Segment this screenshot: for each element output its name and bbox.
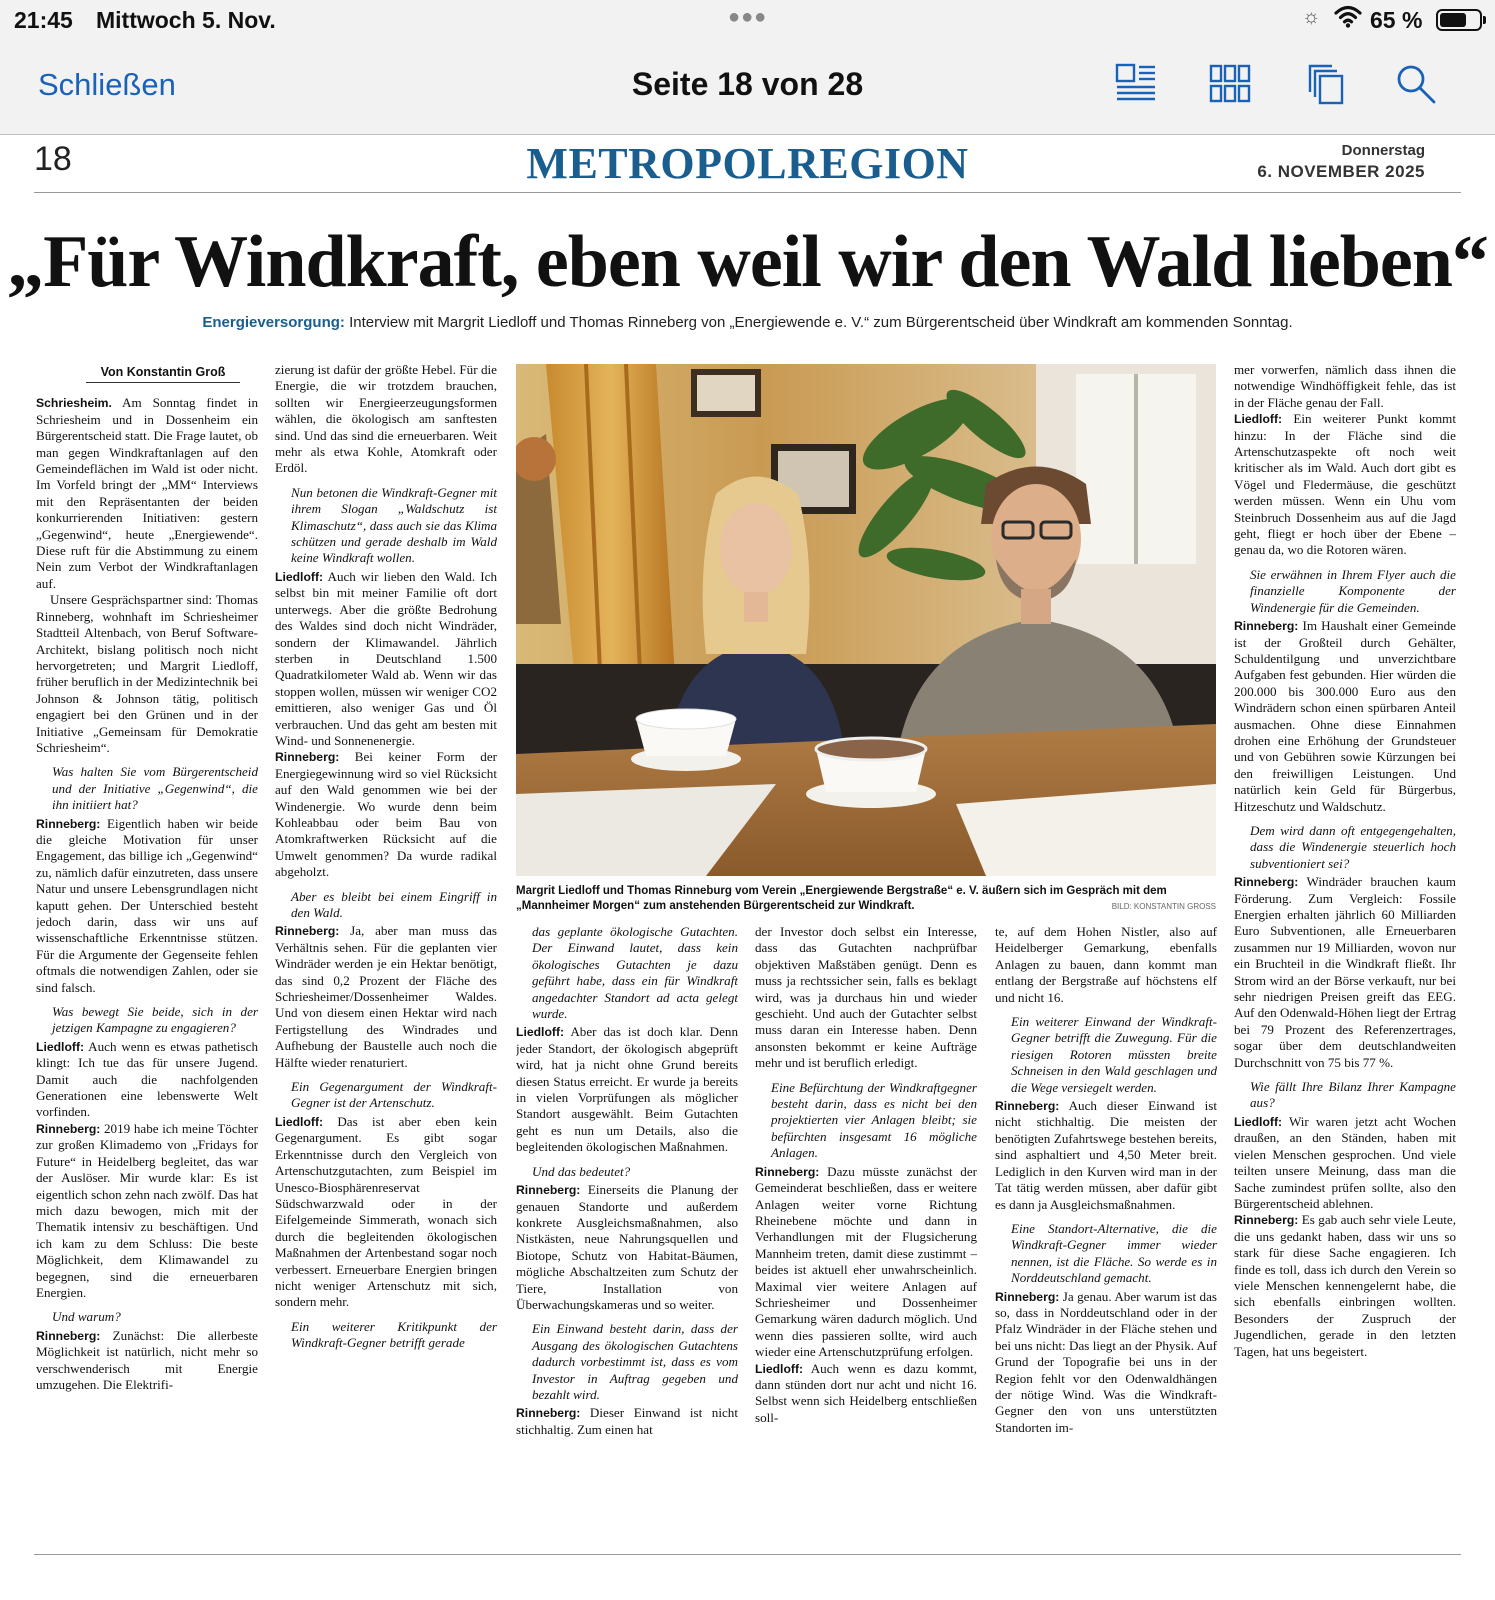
interview-question: Eine Befürchtung der Windkraftgegner besteht darin, dass es nicht bei den projektierten vier Anlagen bleibt; sie befürchten insgesamt 16 mögliche Anlagen. — [771, 1079, 977, 1161]
answer-text: Zunächst: Die allerbeste Möglichkeit ist natürlich, nicht mehr so verschwenderisch mit Energie umzugehen. Die Elektrifi- — [36, 1327, 258, 1392]
interview-question: Dem wird dann oft entgegengehalten, dass die Windenergie steuerlich hoch subventioniert sei? — [1250, 822, 1456, 871]
speaker-name: Rinneberg: — [275, 924, 340, 939]
header-rule — [34, 192, 1461, 193]
article-paragraph: zierung ist dafür der größte Hebel. Für die Energie, die wir trotzdem brauchen, sollten wir Energieerzeugungsformen wählen, die ökologisch am sanftesten sind. Und das sind die erneuerbaren. Weit mehr als etwa Kohle, Atomkraft oder Erdöl. — [275, 362, 497, 476]
speaker-name: Rinneberg: — [36, 1121, 101, 1136]
battery-icon — [1436, 9, 1482, 31]
interview-question: Was halten Sie vom Bürgerentscheid und der Initiative „Gegenwind“, die ihn initiiert hat? — [52, 764, 258, 813]
article-column-6 — [1234, 362, 1456, 1526]
page-grid-icon[interactable] — [1208, 62, 1256, 110]
interview-answer — [1234, 1212, 1456, 1360]
speaker-name: Liedloff: — [36, 1039, 85, 1054]
article-paragraph: der Investor doch selbst ein Interesse, dass das Gutachten nachprüfbar objektiven Maßstäben genügt. Denn es muss ja rechtssicher sein, falls es beklagt wird, was ja durchaus hin und wieder geschieht. Und auch der Gutachter selbst muss daran ein Interesse haben. Denn ansonsten bekommt er keine Aufträge mehr und ist beruflich erledigt. — [755, 924, 977, 1071]
interview-question: Sie erwähnen in Ihrem Flyer auch die finanzielle Komponente der Windenergie für die Gemeinden. — [1250, 566, 1456, 615]
interview-question: Aber es bleibt bei einem Eingriff in den Wald. — [291, 888, 497, 920]
article-teaser-text: Interview mit Margrit Liedloff und Thomas Rinneberg von „Energiewende e. V.“ zum Bürgerentscheid über Windkraft am kommenden Sonntag. — [344, 314, 1293, 331]
answer-text: Das ist aber eben kein Gegenargument. Es gibt sogar Erkenntnisse durch den Vergleich von Artenschutzgutachten, zum Beispiel im Unesco-Biosphärenreservat Südschwarzwald oder in der Eifelgemeinde Simmerath, wonach sich durch die begleitenden ökologischen Maßnahmen der Artenbestand sogar noch verbessert. Erneuerbare Energien bringen nicht weniger Artenschutz mit sich, sondern mehr. — [275, 1113, 497, 1310]
speaker-name: Rinneberg: — [995, 1289, 1060, 1304]
status-time: 21:45 — [14, 7, 73, 33]
page-indicator: Seite 18 von 28 — [631, 66, 864, 102]
interview-question: Und das bedeutet? — [532, 1163, 631, 1179]
article-kicker: Energieversorgung: — [202, 314, 345, 331]
interview-question: das geplante ökologische Gutachten. Der Einwand lautet, dass kein ökologisches Gutachten je dazu geführt habe, dass ein für Windkraft angedachter Standort ad acta gelegt wurde. — [532, 924, 738, 1022]
photo-caption-text: Margrit Liedloff und Thomas Rinneburg vom Verein „Energiewende Bergstraße“ e. V. äußern sich im Gespräch mit dem „Mannheimer Morgen“ zum anstehenden Bürgerentscheid zur Windkraft. — [516, 885, 1167, 912]
interview-answer — [516, 1182, 738, 1313]
answer-text: Es gab auch sehr viele Leute, die uns gedankt haben, dass wir uns so stark für diese Sache engagieren. Ich finde es toll, dass ich durch den Verein so viele Menschen kennengelernt habe, die sich ebenfalls einbringen wollten. Besonders der Zuspruch der Jugendlichen, gerade in den letzten Tagen, hat uns begeistert. — [1234, 1212, 1456, 1359]
interview-question: Wie fällt Ihre Bilanz Ihrer Kampagne aus? — [1250, 1079, 1456, 1111]
interview-answer — [275, 749, 497, 880]
article-column-3 — [516, 924, 738, 1524]
interview-answer — [36, 1039, 258, 1121]
issue-weekday: Donnerstag — [1341, 142, 1425, 159]
speaker-name: Liedloff: — [275, 1114, 324, 1129]
interview-answer — [995, 1098, 1217, 1213]
multitasking-dots-icon[interactable]: ●●● — [728, 6, 768, 28]
article-column-5 — [995, 924, 1217, 1524]
speaker-name: Rinneberg: — [1234, 619, 1299, 634]
answer-text: Ja, aber man muss das Verhältnis sehen. Für die geplanten vier Windräder werden je ein Hektar benötigt, das sind 0,2 Prozent der Fläche des Schriesheimer/Dossenheimer Waldes. Und von diesem einen Hektar wird nach Fertigstellung des Windrades und Aufhebung der Baustelle auch noch die Hälfte wieder renaturiert. — [275, 923, 497, 1070]
article-teaser — [0, 314, 1495, 331]
speaker-name: Rinneberg: — [1234, 875, 1299, 890]
interview-answer — [36, 816, 258, 996]
interview-question: Ein weiterer Kritikpunkt der Windkraft-Gegner betrifft gerade — [291, 1318, 497, 1351]
answer-text: 2019 habe ich meine Töchter zur großen Klimademo von „Fridays for Future“ in Heidelberg begleitet, das war der Auslöser. Mir wurde klar: Es ist eigentlich schon zehn nach zwölf. Das hat mich dazu bewogen, mich mit der Thematik intensiv zu beschäftigen. Und ich kam zu dem Schluss: Die beste Möglichkeit, dem Klimawandel zu begegnen, sind die erneuerbaren Energien. — [36, 1120, 258, 1300]
article-column-1 — [36, 364, 258, 1526]
answer-text: Ja genau. Aber warum ist das so, dass in Norddeutschland oder in der Pfalz Windräder in der Fläche stehen und bei uns nicht: Das liegt an der Physik. Auf Grund der Topografie bei uns in der Region fehlt vor den Odenwaldhängen der nötige Wind. Was die Windkraft-Gegner den von uns unterstützten Standorten im- — [995, 1288, 1217, 1435]
answer-text: Aber das ist doch klar. Denn jeder Standort, der ökologisch abgeprüft wird, hat ja nicht ohne Grund bereits diesen Status erreicht. Er wurde ja bereits in vielen Vorprüfungen als möglicher Standort ausgewählt. Beim Gutachten geht es nun um Details, also die begleitenden ökologischen Maßnahmen. — [516, 1024, 738, 1155]
speaker-name: Rinneberg: — [995, 1099, 1060, 1114]
article-paragraph: mer vorwerfen, nämlich dass ihnen die notwendige Windhöffigkeit fehle, das ist in der Fläche genau der Fall. — [1234, 362, 1456, 410]
speaker-name: Liedloff: — [275, 569, 324, 584]
interview-question: Ein weiterer Einwand der Windkraft-Gegner betrifft die Zuwegung. Für die riesigen Rotoren müssten breite Schneisen in den Wald geschlagen und die Wege versiegelt werden. — [1011, 1014, 1217, 1095]
answer-text: Bei keiner Form der Energiegewinnung wird so viel Rücksicht auf den Wald genommen wie bei der Windenergie. Wo wurde denn beim Kohleabbau oder beim Bau von Atomkraftwerken Rücksicht auf die Umwelt genommen? Da wurde radikal abgeholzt. — [275, 749, 497, 880]
speaker-name: Liedloff: — [1234, 1114, 1283, 1129]
interview-answer — [275, 923, 497, 1071]
newspaper-page — [0, 136, 1495, 1600]
interview-answer — [275, 1114, 497, 1311]
dateline-place: Schriesheim. — [36, 396, 112, 411]
article-headline: „Für Windkraft, eben weil wir den Wald lieben“ — [7, 221, 1488, 303]
speaker-name: Rinneberg: — [36, 1328, 101, 1343]
answer-text: Auch dieser Einwand ist nicht stichhaltig. Die meisten der benötigten Zufahrtswege bestehen bereits, sind asphaltiert und 4,50 Meter breit. Lediglich in den Kurven wird man in der Tat tätig werden müssen, aber dafür gibt es dann ja Ausgleichsmaßnahmen. — [995, 1098, 1217, 1212]
brightness-icon: ☼ — [1302, 6, 1321, 28]
issue-date-text: 6. NOVEMBER 2025 — [1257, 162, 1425, 181]
interview-question: Nun betonen die Windkraft-Gegner mit ihrem Slogan „Waldschutz ist Klimaschutz“, dass auch sie das Klima schützen und gerade deshalb im Wald keine Windkraft wollen. — [291, 484, 497, 566]
article-photo — [516, 364, 1216, 876]
answer-text: Windräder brauchen kaum Förderung. Zum Vergleich: Fossile Energien erhalten jährlich 60 Milliarden Euro Subventionen, alle Erneuerbaren zusammen nur 19 Milliarden, wovon nur ein Bruchteil in die Windkraft fließt. Ihr Strom wird an der Börse verkauft, nur bei sehr niedrigen Preisen greift das EEG. Auf den Odenwald-Höhen liegt der Ertrag bei 79 Prozent des Referenzertrages, sogar über dem deutschlandweiten Durchschnitt von 75 bis 77 %. — [1234, 874, 1456, 1070]
footer-rule — [34, 1554, 1461, 1555]
interview-question: Eine Standort-Alternative, die die Windkraft-Gegner immer wieder nennen, ist die Fläche. So werde es in Norddeutschland gemacht. — [1011, 1220, 1217, 1286]
speaker-name: Rinneberg: — [275, 750, 340, 765]
speaker-name: Rinneberg: — [755, 1164, 820, 1179]
interview-answer — [1234, 411, 1456, 559]
photo-caption — [516, 884, 1216, 914]
article-paragraph: te, auf dem Hohen Nistler, also auf Heidelberger Gemarkung, ebenfalls Anlagen zu bauen, dann kommt man entlang der Bergstraße auf höchstens elf und nicht 16. — [995, 924, 1217, 1005]
issue-date — [1257, 142, 1425, 182]
page-number: 18 — [34, 140, 72, 178]
interview-answer — [1234, 874, 1456, 1071]
speaker-name: Liedloff: — [1234, 412, 1283, 427]
answer-text: Dazu müsste zunächst der Gemeinderat beschließen, dass er weitere Anlagen weiter vorne Richtung Rheinebene möchte und dann in Verhandlungen mit der Flugsicherung Mannheim treten, damit diese zustimmt – beides ist aktuell eher unwahrscheinlich. Maximal vier weitere Anlagen auf Schriesheimer und Dossenheimer Gemarkung wären dadurch möglich. Und wenn dies passieren sollte, wird auch wieder eine Artenschutzprüfung erfolgen. — [755, 1163, 977, 1360]
speaker-name: Liedloff: — [516, 1025, 565, 1040]
article-paragraph: Unsere Gesprächspartner sind: Thomas Rinneberg, wohnhaft im Schriesheimer Stadtteil Altenbach, von Beruf Software-Architekt, bislang politisch noch nicht hervorgetreten; und Margrit Liedloff, früher beruflich in der Medizintechnik bei Johnson & Johnson tätig, politisch engagiert bei den Grünen und in der Initiative „Gemeinsam für Demokratie Schriesheim“. — [36, 592, 258, 755]
answer-text: Dieser Einwand ist nicht stichhaltig. Zum einen hat — [516, 1405, 738, 1437]
interview-question: Ein Einwand besteht darin, dass der Ausgang des ökologischen Gutachtens dadurch vorbestimmt ist, dass es vom Investor in Auftrag gegeben und bezahlt wird. — [532, 1321, 738, 1402]
answer-text: Wir waren jetzt acht Wochen draußen, an den Ständen, haben mit vielen Menschen gesprochen. Und viele teilten unsere Meinung, dass man die Sache zumindest prüfen sollte, also den Bürgerentscheid ablehnen. — [1234, 1113, 1456, 1211]
status-date: Mittwoch 5. Nov. — [96, 7, 276, 33]
answer-text: Einerseits die Planung der genauen Standorte und außerdem konkrete Ausgleichsmaßnahmen, also Nistkästen, neue Nahrungsquellen und Biotope, Schutz von Habitat-Bäumen, mögliche Abschaltzeiten zum Schutz der Tiere, Installation von Überwachungskameras und so weiter. — [516, 1182, 738, 1312]
answer-text: Am Sonntag findet in Schriesheim und in Dossenheim ein Bürgerentscheid statt. Die Frage lautet, ob man gegen Windkraftanlagen auf den Gemeindeflächen im Wald ist oder nicht. Im Vorfeld bringt der „MM“ Interviews mit den Repräsentanten der beiden konkurrierenden Initiativen: gestern „Gegenwind“, heute „Energiewende“. Diese ruft für die Abstimmung zu einem Nein zum Verbot der Windkraftanlagen auf. — [36, 395, 258, 591]
status-bar — [0, 0, 1495, 40]
close-button[interactable]: Schließen — [38, 67, 176, 102]
interview-answer — [516, 1405, 738, 1438]
interview-answer — [516, 1024, 738, 1155]
interview-answer — [755, 1361, 977, 1427]
answer-text: Auch wenn es etwas pathetisch klingt: Ich tue das für unsere Jugend. Damit auch die nachfolgenden Generationen eine lebenswerte Welt vorfinden. — [36, 1038, 258, 1120]
speaker-name: Rinneberg: — [516, 1183, 581, 1198]
interview-question: Und warum? — [52, 1309, 121, 1325]
article-view-icon[interactable] — [1114, 62, 1162, 110]
battery-percentage: 65 % — [1370, 7, 1423, 33]
interview-question: Was bewegt Sie beide, sich in der jetzigen Kampagne zu engagieren? — [52, 1004, 258, 1036]
interview-answer — [275, 569, 497, 749]
issues-stack-icon[interactable] — [1304, 62, 1352, 110]
interview-answer — [995, 1289, 1217, 1437]
article-column-4 — [755, 924, 977, 1524]
article-lead — [36, 395, 258, 592]
speaker-name: Rinneberg: — [36, 816, 101, 831]
answer-text: Im Haushalt einer Gemeinde ist der Großteil durch Gehälter, Schuldentilgung und unverzichtbare Aufgaben fest gebunden. Hier würden die 200.000 bis 300.000 Euro aus den Windrädern schon einen spürbaren Anteil ausmachen. Ohne diese Einnahmen drohen eine Erhöhung der Grundsteuer und von Gebühren sowie Kürzungen bei den freiwilligen Leistungen. Und natürlich kein Geld für Bürgerbus, Hitzeschutz und Waldschutz. — [1234, 618, 1456, 814]
interview-question: Ein Gegenargument der Windkraft-Gegner ist der Artenschutz. — [291, 1079, 497, 1111]
interview-answer — [36, 1121, 258, 1301]
reader-toolbar — [0, 40, 1495, 135]
byline: Von Konstantin Groß — [86, 364, 240, 383]
answer-text: Eigentlich haben wir beide die gleiche Motivation für unser Engagement, das billige ich „Gegenwind“ zu, nämlich dafür einzutreten, dass unsere Natur und unsere Lebensgrundlagen nicht kaputt gehen. Der Unterschied besteht jedoch darin, dass wir uns auf wissenschaftliche Erkenntnisse stützen. Für die Argumente der Gegenseite fehlen oftmals die notwendigen Zahlen, oder sie sind falsch. — [36, 815, 258, 995]
speaker-name: Rinneberg: — [516, 1406, 581, 1421]
answer-text: Ein weiterer Punkt kommt hinzu: In der Fläche sind die Artenschutzaspekte oft noch weit kritischer als im Wald. Auch dort gibt es Vögel und Fledermäuse, die geschützt werden müssen. Wenn ein Uhu vom Steinbruch Dossenheim aus auf die Jagd geht, fliegt er hoch über der Ebene – genau da, wo die Rotoren wären. — [1234, 411, 1456, 558]
answer-text: Auch wenn es dazu kommt, dann stünden dort nur acht und nicht 16. Selbst wenn sich Heidelberg entschließen soll- — [755, 1360, 977, 1425]
interview-answer — [1234, 1114, 1456, 1212]
photo-credit: BILD: KONSTANTIN GROSS — [1111, 902, 1216, 911]
wifi-icon — [1334, 4, 1362, 36]
article-column-2 — [275, 362, 497, 1526]
speaker-name: Rinneberg: — [1234, 1213, 1299, 1228]
interview-answer — [36, 1328, 258, 1394]
search-icon[interactable] — [1394, 62, 1442, 110]
interview-answer — [1234, 618, 1456, 815]
speaker-name: Liedloff: — [755, 1361, 804, 1376]
section-title: METROPOLREGION — [526, 139, 969, 188]
interview-answer — [755, 1164, 977, 1361]
answer-text: Auch wir lieben den Wald. Ich selbst bin mit meiner Familie oft dort unterwegs. Aber die größte Bedrohung des Waldes sind doch nicht Windräder, sondern der Klimawandel. Jährlich sterben in Deutschland 1.500 Quadratkilometer Wald ab. Wenn wir das stoppen wollen, müssen wir weniger CO2 emittieren, also weniger Gas und Öl verbrauchen. Und das geht am besten mit Wind- und Sonnenenergie. — [275, 568, 497, 748]
